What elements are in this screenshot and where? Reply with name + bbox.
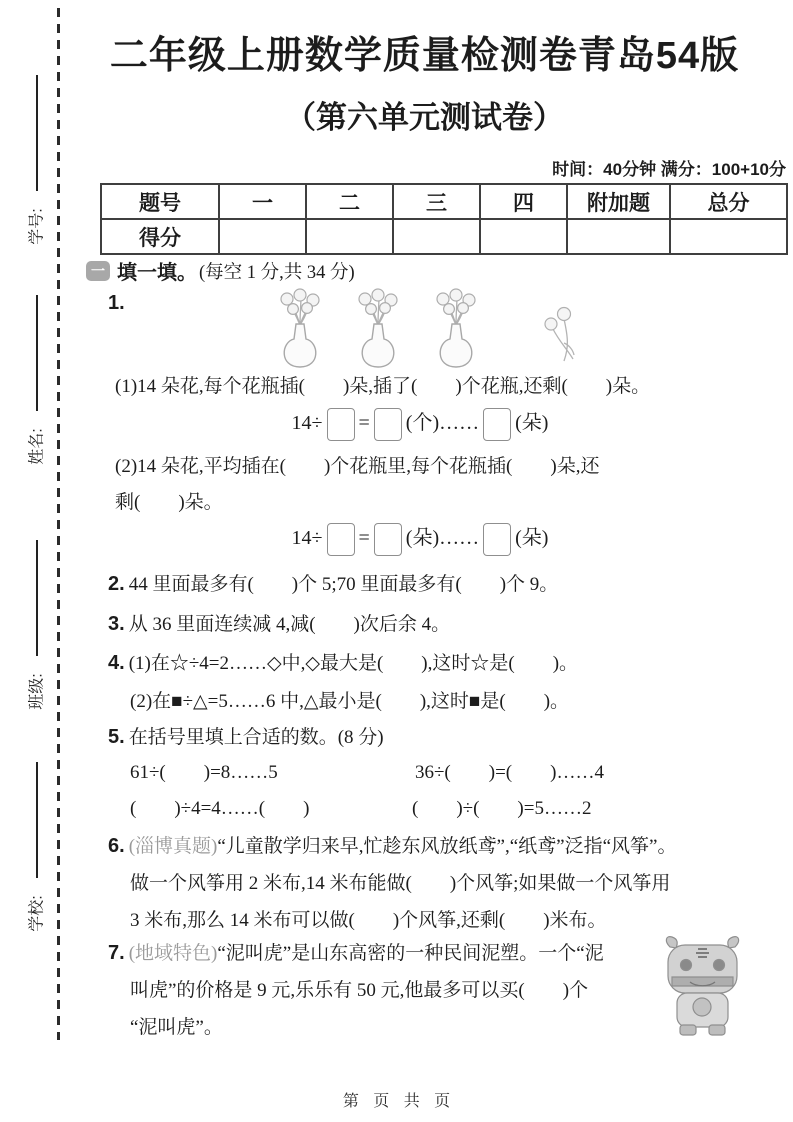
section-score-note: (每空 1 分,共 34 分) [199,262,355,283]
question-theme-tag: (地域特色) [128,943,218,964]
margin-field-name [12,295,58,480]
answer-box [374,408,402,441]
question-5-header: 5. 在括号里填上合适的数。(8 分) [108,726,384,748]
loose-flowers-illustration [538,303,584,369]
blank-write-line [36,762,38,878]
header-part-2: 二 [306,184,393,219]
score-row-label: 得分 [101,219,219,254]
score-cell-empty [306,219,393,254]
page-footer: 第 页 共 页 [342,1093,451,1110]
question-4-part2: (2)在■÷△=5……6 中,△最小是( ),这时■是( )。 [130,691,570,712]
answer-box [327,523,355,556]
question-7-line2: 叫虎”的价格是 9 元,乐乐有 50 元,他最多可以买( )个 [130,980,589,1001]
score-cell-empty [480,219,567,254]
header-part-3: 三 [393,184,480,219]
answer-box [483,523,511,556]
page-subtitle: （第六单元测试卷） [285,100,564,135]
flower-vase-illustration [428,287,484,369]
time-limit-note: 时间：40分钟 满分：100+10分 [552,160,786,179]
question-1-number: 1. [108,292,125,314]
margin-label-school: 学校: [28,895,46,932]
score-table-header-row [101,184,787,219]
question-2: 2. 44 里面最多有( )个 5;70 里面最多有( )个 9。 [108,573,559,595]
header-total: 总分 [670,184,787,219]
header-part-1: 一 [219,184,306,219]
question-1-part2-line1: (2)14 朵花,平均插在( )个花瓶里,每个花瓶插( )朵,还 [115,456,600,477]
answer-box [483,408,511,441]
question-3: 3. 从 36 里面连续减 4,减( )次后余 4。 [108,613,451,635]
section-title: 填一填。 [117,262,197,284]
question-1-part2-line2: 剩( )朵。 [115,492,223,513]
question-6-line1: 6. (淄博真题)“儿童散学归来早,忙趁东风放纸鸢”,“纸鸢”泛指“风筝”。 [108,835,677,857]
header-bonus: 附加题 [567,184,670,219]
page-title: 二年级上册数学质量检测卷青岛54版 [109,35,740,77]
question-1-equation-1: 14÷ = (个)…… (朵) [100,406,740,441]
score-cell-empty [219,219,306,254]
margin-label-student-id: 学号: [28,208,46,245]
score-table [100,183,788,255]
header-part-4: 四 [480,184,567,219]
question-1-illustration [272,287,584,369]
question-7-line3: “泥叫虎”。 [130,1017,223,1038]
question-5-eq-1: 61÷( )=8……5 [130,762,278,783]
question-7-line1: 7. (地域特色)“泥叫虎”是山东高密的一种民间泥塑。一个“泥 [108,942,604,964]
margin-label-name: 姓名: [28,428,46,465]
flower-vase-illustration [350,287,406,369]
question-1-equation-2: 14÷ = (朵)…… (朵) [100,521,740,556]
margin-field-class [12,540,58,725]
margin-field-school [12,762,58,947]
flower-vase-illustration [272,287,328,369]
blank-write-line [36,540,38,656]
blank-write-line [36,295,38,411]
margin-label-class: 班级: [28,673,46,710]
blank-write-line [36,75,38,191]
question-1-part1: (1)14 朵花,每个花瓶插( )朵,插了( )个花瓶,还剩( )朵。 [115,376,651,397]
header-question-no: 题号 [101,184,219,219]
score-table-score-row [101,219,787,254]
score-cell-empty [567,219,670,254]
question-source-tag: (淄博真题) [128,836,218,857]
question-5-eq-4: ( )÷( )=5……2 [412,798,592,819]
clay-tiger-illustration [660,933,745,1039]
question-4-part1: 4. (1)在☆÷4=2……◇中,◇最大是( ),这时☆是( )。 [108,652,579,674]
answer-box [374,523,402,556]
score-cell-empty [670,219,787,254]
score-cell-empty [393,219,480,254]
section-one-header [86,256,355,285]
question-5-eq-3: ( )÷4=4……( ) [130,798,310,819]
question-5-eq-2: 36÷( )=( )……4 [415,762,604,783]
margin-field-student-id [12,75,58,260]
question-6-line2: 做一个风筝用 2 米布,14 米布能做( )个风筝;如果做一个风筝用 [130,873,671,894]
question-6-line3: 3 米布,那么 14 米布可以做( )个风筝,还剩( )米布。 [130,910,607,931]
answer-box [327,408,355,441]
section-number-badge: 一 [86,261,110,281]
